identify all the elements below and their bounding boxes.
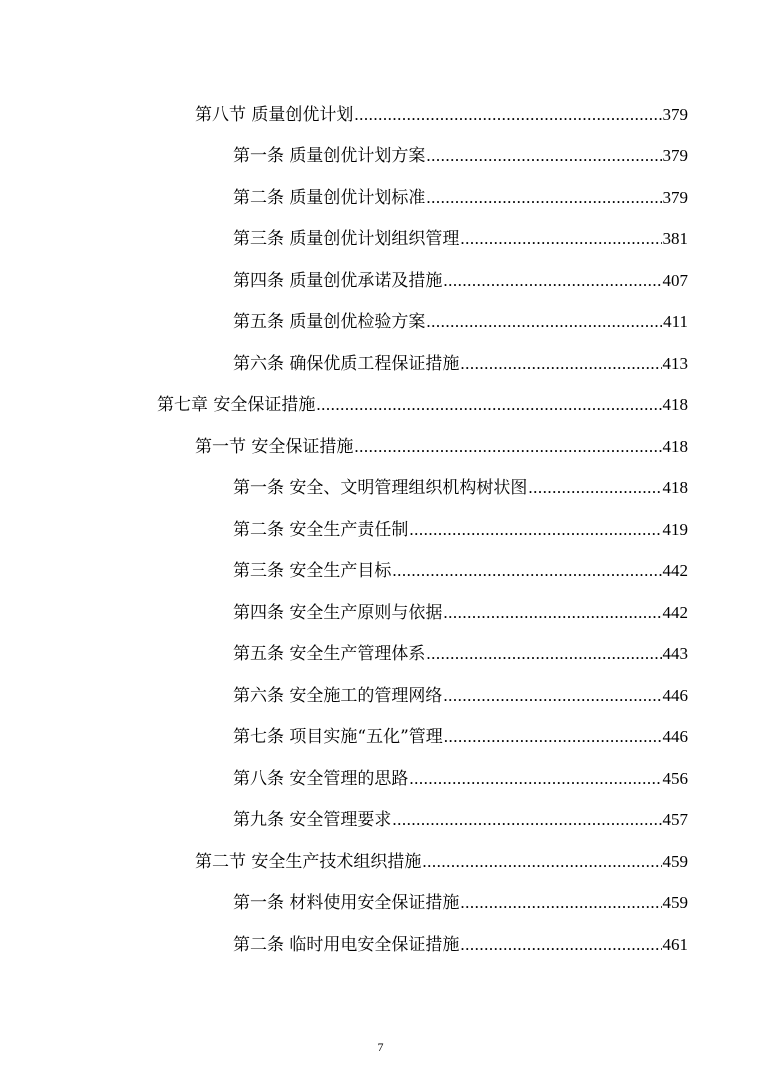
toc-leader-dots <box>460 354 661 374</box>
toc-leader-dots <box>392 810 661 830</box>
toc-entry-label: 第八节 质量创优计划 <box>195 104 354 125</box>
toc-entry[interactable] <box>0 675 761 717</box>
toc-leader-dots <box>426 146 661 166</box>
toc-entry[interactable] <box>0 260 761 302</box>
toc-entry-label: 第四条 质量创优承诺及措施 <box>233 270 443 291</box>
toc-entry-label: 第二节 安全生产技术组织措施 <box>195 851 422 872</box>
toc-entry-page: 418 <box>662 436 688 456</box>
toc-leader-dots <box>392 561 661 581</box>
toc-entry[interactable] <box>0 385 761 427</box>
table-of-contents <box>0 94 761 966</box>
toc-entry-page: 446 <box>662 685 688 705</box>
toc-entry-page: 457 <box>662 810 688 830</box>
toc-entry-label: 第一条 材料使用安全保证措施 <box>233 893 460 914</box>
toc-entry-label: 第九条 安全管理要求 <box>233 810 392 831</box>
toc-leader-dots <box>426 188 661 208</box>
toc-entry-label: 第八条 安全管理的思路 <box>233 768 409 789</box>
toc-entry-page: 446 <box>662 727 688 747</box>
toc-entry[interactable] <box>0 343 761 385</box>
toc-leader-dots <box>444 727 662 747</box>
toc-entry-label: 第一节 安全保证措施 <box>195 436 354 457</box>
toc-entry-label: 第三条 安全生产目标 <box>233 561 392 582</box>
toc-entry-page: 443 <box>662 644 688 664</box>
toc-entry-page: 419 <box>662 519 688 539</box>
toc-entry-page: 459 <box>662 851 688 871</box>
toc-entry-label: 第七条 项目实施“五化”管理 <box>233 727 443 748</box>
toc-leader-dots <box>354 105 661 125</box>
toc-entry-label: 第五条 安全生产管理体系 <box>233 644 426 665</box>
toc-entry[interactable] <box>0 136 761 178</box>
toc-entry-page: 379 <box>662 146 688 166</box>
toc-entry-page: 381 <box>662 229 688 249</box>
toc-entry-page: 442 <box>662 561 688 581</box>
toc-entry[interactable] <box>0 883 761 925</box>
toc-entry[interactable] <box>0 426 761 468</box>
toc-entry[interactable] <box>0 800 761 842</box>
toc-entry-label: 第一条 质量创优计划方案 <box>233 146 426 167</box>
toc-entry-page: 456 <box>662 768 688 788</box>
toc-entry-page: 407 <box>662 270 688 290</box>
toc-entry-label: 第三条 质量创优计划组织管理 <box>233 229 460 250</box>
toc-entry[interactable] <box>0 717 761 759</box>
toc-entry-label: 第一条 安全、文明管理组织机构树状图 <box>233 478 528 499</box>
page-number: 7 <box>377 1040 384 1054</box>
toc-entry[interactable] <box>0 468 761 510</box>
toc-entry-label: 第六条 安全施工的管理网络 <box>233 685 443 706</box>
toc-entry-label: 第二条 临时用电安全保证措施 <box>233 934 460 955</box>
toc-entry-label: 第二条 安全生产责任制 <box>233 519 409 540</box>
toc-entry-page: 418 <box>662 478 688 498</box>
toc-leader-dots <box>422 852 661 872</box>
toc-leader-dots <box>426 312 662 332</box>
toc-leader-dots <box>528 478 661 498</box>
toc-entry[interactable] <box>0 177 761 219</box>
toc-entry[interactable] <box>0 302 761 344</box>
toc-entry-label: 第六条 确保优质工程保证措施 <box>233 353 460 374</box>
toc-entry[interactable] <box>0 509 761 551</box>
toc-entry-label: 第四条 安全生产原则与依据 <box>233 602 443 623</box>
toc-entry-page: 442 <box>662 602 688 622</box>
toc-leader-dots <box>460 229 661 249</box>
toc-leader-dots <box>426 644 661 664</box>
toc-entry[interactable] <box>0 758 761 800</box>
toc-entry-page: 379 <box>662 104 688 124</box>
toc-entry[interactable] <box>0 924 761 966</box>
toc-leader-dots <box>409 520 661 540</box>
toc-entry[interactable] <box>0 841 761 883</box>
toc-entry[interactable] <box>0 634 761 676</box>
toc-entry[interactable] <box>0 94 761 136</box>
toc-leader-dots <box>443 686 661 706</box>
toc-leader-dots <box>409 769 661 789</box>
toc-entry-page: 461 <box>662 934 688 954</box>
toc-entry-label: 第七章 安全保证措施 <box>157 395 316 416</box>
toc-entry-label: 第五条 质量创优检验方案 <box>233 312 426 333</box>
toc-entry-page: 459 <box>662 893 688 913</box>
toc-entry-page: 418 <box>662 395 688 415</box>
toc-entry-page: 411 <box>663 312 688 332</box>
toc-entry-page: 413 <box>662 353 688 373</box>
toc-entry[interactable] <box>0 219 761 261</box>
toc-leader-dots <box>460 935 661 955</box>
toc-leader-dots <box>443 603 661 623</box>
toc-entry[interactable] <box>0 551 761 593</box>
toc-entry-page: 379 <box>662 187 688 207</box>
toc-leader-dots <box>443 271 661 291</box>
toc-leader-dots <box>354 437 661 457</box>
toc-entry-label: 第二条 质量创优计划标准 <box>233 187 426 208</box>
toc-leader-dots <box>316 395 661 415</box>
toc-leader-dots <box>460 893 661 913</box>
toc-entry[interactable] <box>0 592 761 634</box>
